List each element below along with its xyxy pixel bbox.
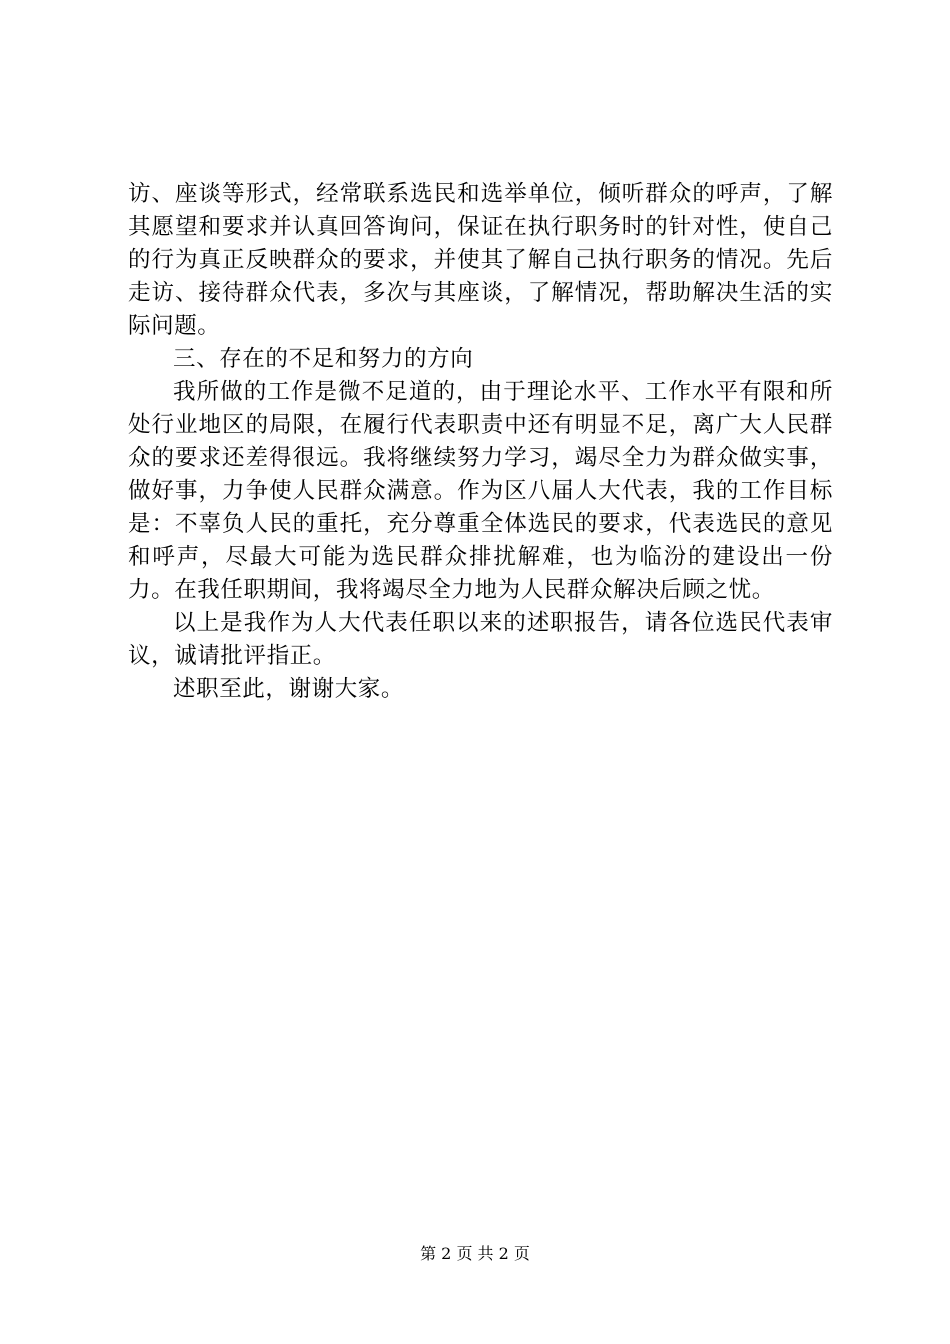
document-body <box>128 178 833 706</box>
section-heading: 三、存在的不足和努力的方向 <box>173 346 474 372</box>
paragraph-thanks: 述职至此，谢谢大家。 <box>173 676 405 702</box>
page-number-footer: 第 2 页 共 2 页 <box>420 1244 530 1263</box>
paragraph-continuation: 访、座谈等形式，经常联系选民和选举单位，倾听群众的呼声，了解其愿望和要求并认真回答询问，保证在执行职务时的针对性，使自己的行为真正反映群众的要求，并使其了解自己执行职务的情况。先后走访、接待群众代表，多次与其座谈，了解情况，帮助解决生活的实际问题。 <box>128 181 833 339</box>
paragraph-shortcomings: 我所做的工作是微不足道的，由于理论水平、工作水平有限和所处行业地区的局限，在履行代表职责中还有明显不足，离广大人民群众的要求还差得很远。我将继续努力学习，竭尽全力为群众做实事，做好事，力争使人民群众满意。作为区八届人大代表，我的工作目标是：不辜负人民的重托，充分尊重全体选民的要求，代表选民的意见和呼声，尽最大可能为选民群众排扰解难，也为临汾的建设出一份力。在我任职期间，我将竭尽全力地为人民群众解决后顾之忧。 <box>128 379 833 603</box>
paragraph-closing: 以上是我作为人大代表任职以来的述职报告，请各位选民代表审议，诚请批评指正。 <box>128 610 833 669</box>
